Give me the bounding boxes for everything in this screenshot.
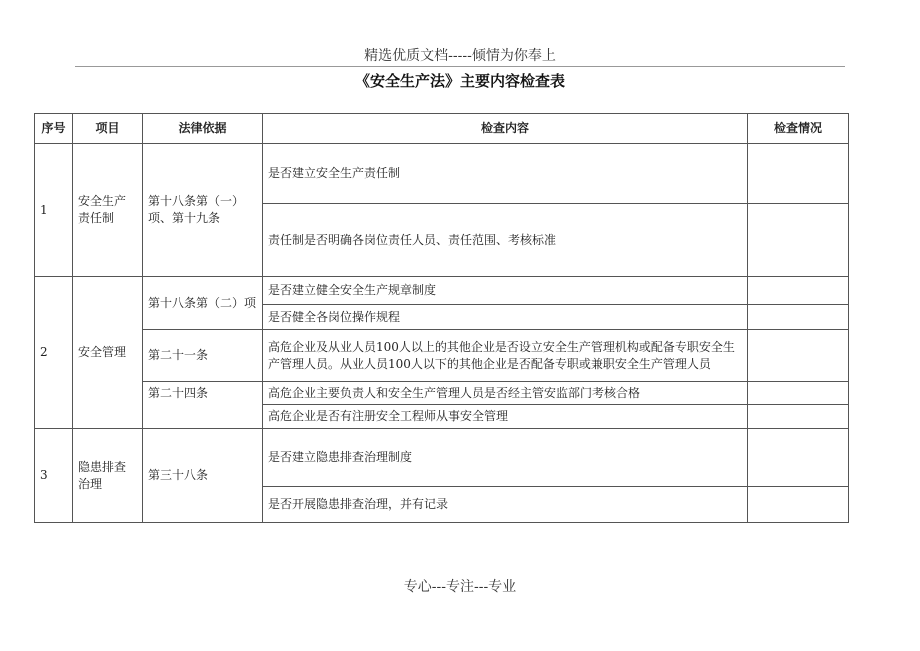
row-content: 高危企业是否有注册安全工程师从事安全管理 (263, 405, 748, 429)
page-header: 精选优质文档-----倾情为你奉上 (364, 48, 556, 64)
row-status[interactable] (748, 305, 849, 330)
row-law: 第二十一条 (143, 330, 263, 382)
row-item: 安全生产责任制 (73, 144, 143, 277)
table-row (35, 429, 849, 487)
row-law: 第二十四条 (143, 382, 263, 429)
page-footer: 专心---专注---专业 (403, 579, 517, 595)
row-law: 第三十八条 (143, 429, 263, 523)
header-divider (75, 66, 845, 67)
row-item: 安全管理 (73, 277, 143, 429)
header-seq: 序号 (35, 114, 73, 144)
row-content: 高危企业及从业人员100人以上的其他企业是否设立安全生产管理机构或配备专职安全生产管理人员。从业人员100人以下的其他企业是否配备专职或兼职安全生产管理人员 (263, 330, 748, 382)
row-status[interactable] (748, 330, 849, 382)
row-content: 是否健全各岗位操作规程 (263, 305, 748, 330)
table-header-row (35, 114, 849, 144)
row-content: 是否建立健全安全生产规章制度 (263, 277, 748, 305)
row-status[interactable] (748, 382, 849, 405)
row-law: 第十八条第（一）项、第十九条 (143, 144, 263, 277)
row-seq: 2 (35, 277, 73, 429)
row-status[interactable] (748, 277, 849, 305)
header-item: 项目 (73, 114, 143, 144)
row-content: 责任制是否明确各岗位责任人员、责任范围、考核标准 (263, 204, 748, 277)
row-status[interactable] (748, 405, 849, 429)
header-content: 检查内容 (263, 114, 748, 144)
row-law: 第十八条第（二）项 (143, 277, 263, 330)
row-status[interactable] (748, 429, 849, 487)
page-title: 《安全生产法》主要内容检查表 (354, 72, 565, 90)
row-content: 是否建立隐患排查治理制度 (263, 429, 748, 487)
header-law: 法律依据 (143, 114, 263, 144)
table-row (35, 382, 849, 405)
row-content: 是否建立安全生产责任制 (263, 144, 748, 204)
row-status[interactable] (748, 204, 849, 277)
header-status: 检查情况 (748, 114, 849, 144)
row-seq: 3 (35, 429, 73, 523)
table-row (35, 330, 849, 382)
table-row (35, 277, 849, 305)
row-seq: 1 (35, 144, 73, 277)
row-content: 是否开展隐患排查治理，并有记录 (263, 487, 748, 523)
table-row (35, 144, 849, 204)
row-status[interactable] (748, 144, 849, 204)
inspection-table (34, 113, 849, 523)
row-content: 高危企业主要负责人和安全生产管理人员是否经主管安监部门考核合格 (263, 382, 748, 405)
row-status[interactable] (748, 487, 849, 523)
row-item: 隐患排查治理 (73, 429, 143, 523)
